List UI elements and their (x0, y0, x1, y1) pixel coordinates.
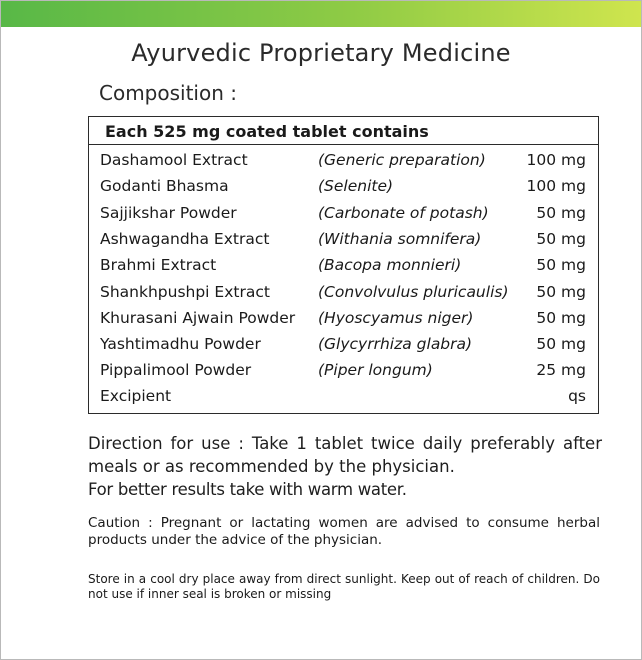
ingredient-row (89, 230, 598, 256)
ingredient-row (89, 204, 598, 230)
ingredient-quantity: 50 mg (536, 335, 586, 353)
storage-text: Store in a cool dry place away from direct sunlight. Keep out of reach of children. Do not use if inner seal is broken or missing (88, 572, 600, 601)
ingredient-source: (Bacopa monnieri) (318, 256, 462, 274)
ingredient-quantity: 50 mg (536, 256, 586, 274)
ingredient-row (89, 256, 598, 282)
ingredient-name: Excipient (100, 387, 172, 405)
ingredient-name: Brahmi Extract (100, 256, 217, 274)
directions-text: Direction for use : Take 1 tablet twice daily preferably after meals or as recommended by the physician. (88, 434, 602, 476)
directions-section (88, 432, 602, 501)
top-color-bar (1, 1, 641, 27)
ingredient-row (89, 335, 598, 361)
label-title: Ayurvedic Proprietary Medicine (131, 39, 511, 67)
ingredient-source: (Glycyrrhiza glabra) (318, 335, 473, 353)
ingredient-source: (Hyoscyamus niger) (318, 309, 474, 327)
composition-table (88, 116, 599, 414)
ingredient-row (89, 361, 598, 387)
ingredient-source: (Withania somnifera) (318, 230, 482, 248)
ingredient-source: (Piper longum) (318, 361, 433, 379)
ingredient-quantity: 50 mg (536, 230, 586, 248)
ingredient-name: Pippalimool Powder (100, 361, 252, 379)
ingredient-source: (Convolvulus pluricaulis) (318, 283, 509, 301)
ingredient-source: (Generic preparation) (318, 151, 486, 169)
ingredient-source: (Carbonate of potash) (318, 204, 489, 222)
ingredient-name: Shankhpushpi Extract (100, 283, 270, 301)
ingredient-name: Godanti Bhasma (100, 177, 229, 195)
composition-table-header: Each 525 mg coated tablet contains (89, 117, 598, 145)
ingredient-name: Ashwagandha Extract (100, 230, 270, 248)
ingredient-quantity: 100 mg (526, 151, 586, 169)
ingredient-quantity: 50 mg (536, 309, 586, 327)
ingredient-row (89, 283, 598, 309)
caution-text: Caution : Pregnant or lactating women are advised to consume herbal products under the advice of the physician. (88, 515, 600, 548)
ingredient-name: Khurasani Ajwain Powder (100, 309, 296, 327)
ingredient-name: Yashtimadhu Powder (100, 335, 261, 353)
ingredient-quantity: 25 mg (536, 361, 586, 379)
ingredient-row (89, 387, 598, 413)
ingredient-name: Dashamool Extract (100, 151, 248, 169)
ingredient-row (89, 151, 598, 177)
ingredient-row (89, 309, 598, 335)
ingredient-quantity: 50 mg (536, 283, 586, 301)
ingredient-row (89, 177, 598, 203)
directions-extra-text: For better results take with warm water. (88, 480, 407, 499)
ingredient-source: (Selenite) (318, 177, 394, 195)
ingredient-quantity: 50 mg (536, 204, 586, 222)
composition-heading: Composition : (99, 81, 237, 105)
ingredient-quantity: qs (568, 387, 586, 405)
ingredient-quantity: 100 mg (526, 177, 586, 195)
ingredient-name: Sajjikshar Powder (100, 204, 237, 222)
